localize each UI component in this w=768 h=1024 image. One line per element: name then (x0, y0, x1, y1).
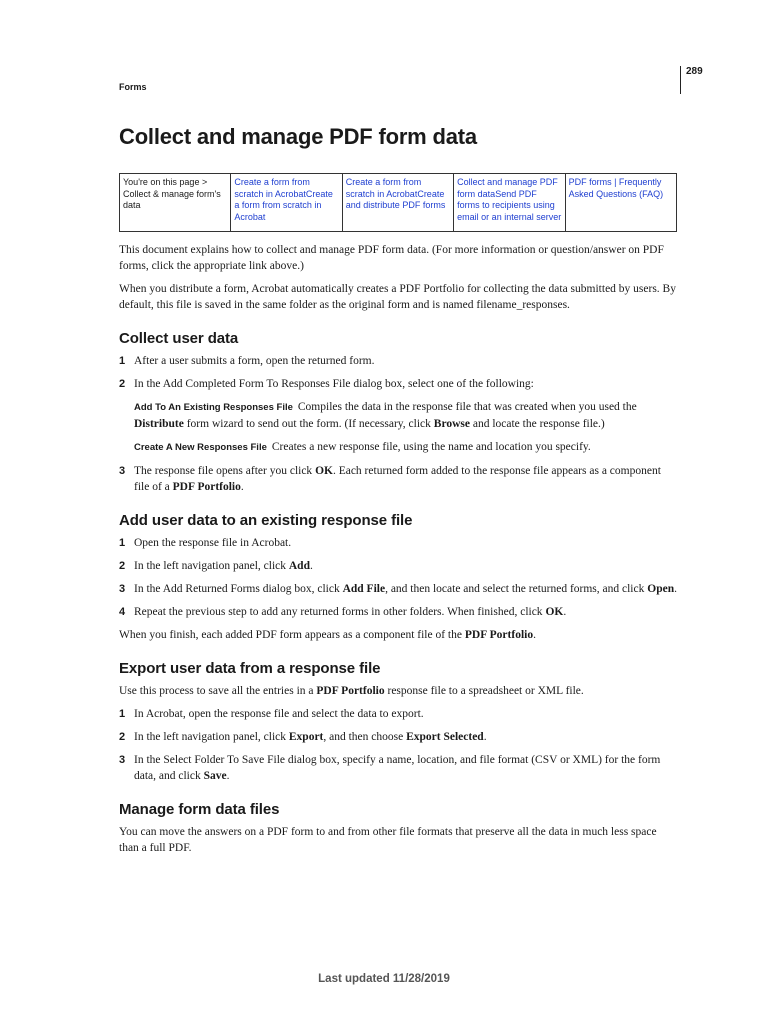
step-number: 3 (119, 583, 126, 595)
list-item: 1 Open the response file in Acrobat. (119, 537, 292, 549)
list-item: 3 The response file opens after you click OK. Each returned form added to the response file appears as a component file of a PDF Portfolio. (119, 465, 661, 493)
heading-add-user-data: Add user data to an existing response file (119, 512, 413, 529)
nav-link-send-forms[interactable]: Collect and manage PDF form dataSend PDF forms to recipients using email or an internal server (454, 174, 565, 232)
definition-term: Add To An Existing Responses File (134, 402, 293, 413)
step-number: 2 (119, 731, 126, 743)
list-item: 1 In Acrobat, open the response file and select the data to export. (119, 708, 424, 720)
definition-term: Create A New Responses File (134, 442, 267, 453)
step-number: 1 (119, 708, 126, 720)
list-item (119, 376, 677, 392)
navigation-table (119, 173, 677, 232)
step-number: 3 (119, 754, 126, 766)
list-item: 2 In the left navigation panel, click Export, and then choose Export Selected. (119, 731, 487, 743)
step-number: 2 (119, 378, 126, 390)
heading-collect-user-data: Collect user data (119, 330, 239, 347)
section-label: Forms (119, 82, 147, 92)
list-item: 2 In the left navigation panel, click Add. (119, 560, 313, 572)
step-number: 4 (119, 606, 126, 618)
definition-item: Add To An Existing Responses File Compiles the data in the response file that was created when you used the Distribute form wizard to send out the form. (If necessary, click Browse and locate the response file.) (134, 401, 637, 430)
page-title: Collect and manage PDF form data (119, 124, 477, 149)
step-text: In the Add Completed Form To Responses File dialog box, select one of the following: (134, 378, 534, 390)
definition-item: Create A New Responses File Creates a new response file, using the name and location you specify. (134, 441, 591, 453)
list-item (119, 353, 677, 369)
step-number: 1 (119, 537, 126, 549)
list-item: 4 Repeat the previous step to add any returned forms in other folders. When finished, click OK. (119, 606, 567, 618)
intro-paragraph-2: When you distribute a form, Acrobat automatically creates a PDF Portfolio for collecting the data submitted by users. By default, this file is saved in the same folder as the original form and is named filename_responses. (119, 283, 676, 311)
step-number: 3 (119, 465, 126, 477)
list-item: 3 In the Add Returned Forms dialog box, click Add File, and then locate and select the returned forms, and click Open. (119, 583, 677, 595)
export-intro-paragraph: Use this process to save all the entries in a PDF Portfolio response file to a spreadsheet or XML file. (119, 685, 584, 697)
main-content (119, 242, 677, 863)
step-number: 1 (119, 355, 126, 367)
current-page-cell: You're on this page > Collect & manage form's data (120, 174, 231, 232)
heading-manage-form-data: Manage form data files (119, 801, 280, 818)
manage-paragraph: You can move the answers on a PDF form to and from other file formats that preserve all the data in much less space than a full PDF. (119, 826, 657, 854)
nav-link-distribute-forms[interactable]: Create a form from scratch in AcrobatCreate and distribute PDF forms (342, 174, 453, 232)
step-number: 2 (119, 560, 126, 572)
nav-link-create-form[interactable]: Create a form from scratch in AcrobatCreate a form from scratch in Acrobat (231, 174, 342, 232)
page-number: 289 (680, 66, 703, 94)
list-item: 3 In the Select Folder To Save File dialog box, specify a name, location, and file format (CSV or XML) for the form data, and click Save. (119, 754, 661, 782)
nav-link-faq[interactable]: PDF forms | Frequently Asked Questions (FAQ) (565, 174, 676, 232)
footer-last-updated: Last updated 11/28/2019 (318, 973, 450, 985)
step-text: After a user submits a form, open the returned form. (134, 355, 375, 367)
heading-export-user-data: Export user data from a response file (119, 660, 381, 677)
add-summary-paragraph: When you finish, each added PDF form appears as a component file of the PDF Portfolio. (119, 629, 536, 641)
intro-paragraph-1: This document explains how to collect and manage PDF form data. (For more information or question/answer on PDF forms, click the appropriate link above.) (119, 244, 664, 272)
